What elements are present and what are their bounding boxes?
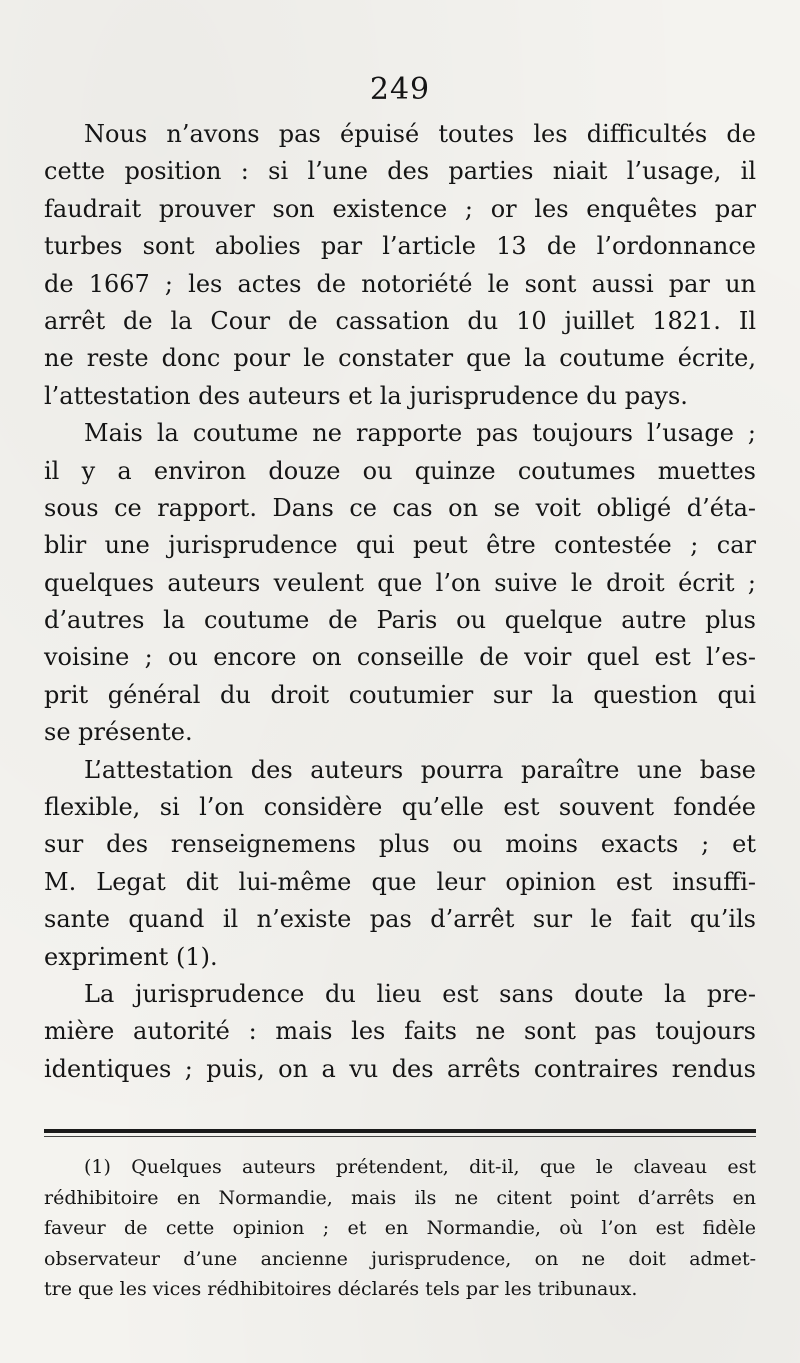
text-line: se présente. xyxy=(44,718,193,747)
footnote-divider xyxy=(44,1129,756,1133)
text-line: turbes sont abolies par l’article 13 de l’ordonnance xyxy=(44,232,756,261)
page-number: 249 xyxy=(369,72,431,107)
text-line: L’attestation des auteurs pourra paraître une base xyxy=(84,755,756,784)
text-line: d’autres la coutume de Paris ou quelque autre plus xyxy=(44,606,756,635)
text-line: flexible, si l’on considère qu’elle est souvent fondée xyxy=(44,793,756,822)
text-line: arrêt de la Cour de cassation du 10 juillet 1821. Il xyxy=(44,306,756,335)
footnote-line: rédhibitoire en Normandie, mais ils ne citent point d’arrêts en xyxy=(44,1186,756,1209)
text-line: sante quand il n’existe pas d’arrêt sur le fait qu’ils xyxy=(44,905,756,934)
footnote-line: (1) Quelques auteurs prétendent, dit-il, que le claveau est xyxy=(84,1156,756,1178)
footnote xyxy=(44,1152,756,1305)
text-line: l’attestation des auteurs et la jurisprudence du pays. xyxy=(44,381,688,410)
text-line: blir une jurisprudence qui peut être contestée ; car xyxy=(44,531,756,560)
body-text xyxy=(44,116,756,1088)
text-line: La jurisprudence du lieu est sans doute la pre- xyxy=(84,979,756,1008)
text-line: de 1667 ; les actes de notoriété le sont aussi par un xyxy=(44,269,756,298)
text-line: M. Legat dit lui-même que leur opinion est insuffi- xyxy=(44,867,756,896)
text-line: sur des renseignemens plus ou moins exacts ; et xyxy=(44,830,756,859)
text-line: prit général du droit coutumier sur la question qui xyxy=(44,680,756,709)
text-line: Nous n’avons pas épuisé toutes les difficultés de xyxy=(84,120,756,148)
text-line: identiques ; puis, on a vu des arrêts contraires rendus xyxy=(44,1054,756,1083)
paragraph-2 xyxy=(44,415,756,752)
text-line: mière autorité : mais les faits ne sont pas toujours xyxy=(44,1017,756,1046)
footnote-divider-thin xyxy=(44,1136,756,1137)
text-line: Mais la coutume ne rapporte pas toujours l’usage ; xyxy=(84,419,756,448)
text-line: quelques auteurs veulent que l’on suive le droit écrit ; xyxy=(44,568,756,597)
text-line: il y a environ douze ou quinze coutumes muettes xyxy=(44,456,756,485)
paragraph-4 xyxy=(44,976,756,1088)
text-line: expriment (1). xyxy=(44,942,218,971)
footnote-line: tre que les vices rédhibitoires déclarés tels par les tribunaux. xyxy=(44,1278,638,1300)
footnote-line: observateur d’une ancienne jurisprudence, on ne doit admet- xyxy=(44,1247,756,1270)
text-line: faudrait prouver son existence ; or les enquêtes par xyxy=(44,194,756,223)
footnote-line: faveur de cette opinion ; et en Normandie, où l’on est fidèle xyxy=(44,1217,756,1239)
text-line: cette position : si l’une des parties niait l’usage, il xyxy=(44,157,756,186)
text-line: sous ce rapport. Dans ce cas on se voit obligé d’éta- xyxy=(44,493,756,522)
paragraph-1 xyxy=(44,116,756,415)
text-line: voisine ; ou encore on conseille de voir quel est l’es- xyxy=(44,643,756,672)
paragraph-3 xyxy=(44,752,756,976)
text-line: ne reste donc pour le constater que la coutume écrite, xyxy=(44,344,756,373)
